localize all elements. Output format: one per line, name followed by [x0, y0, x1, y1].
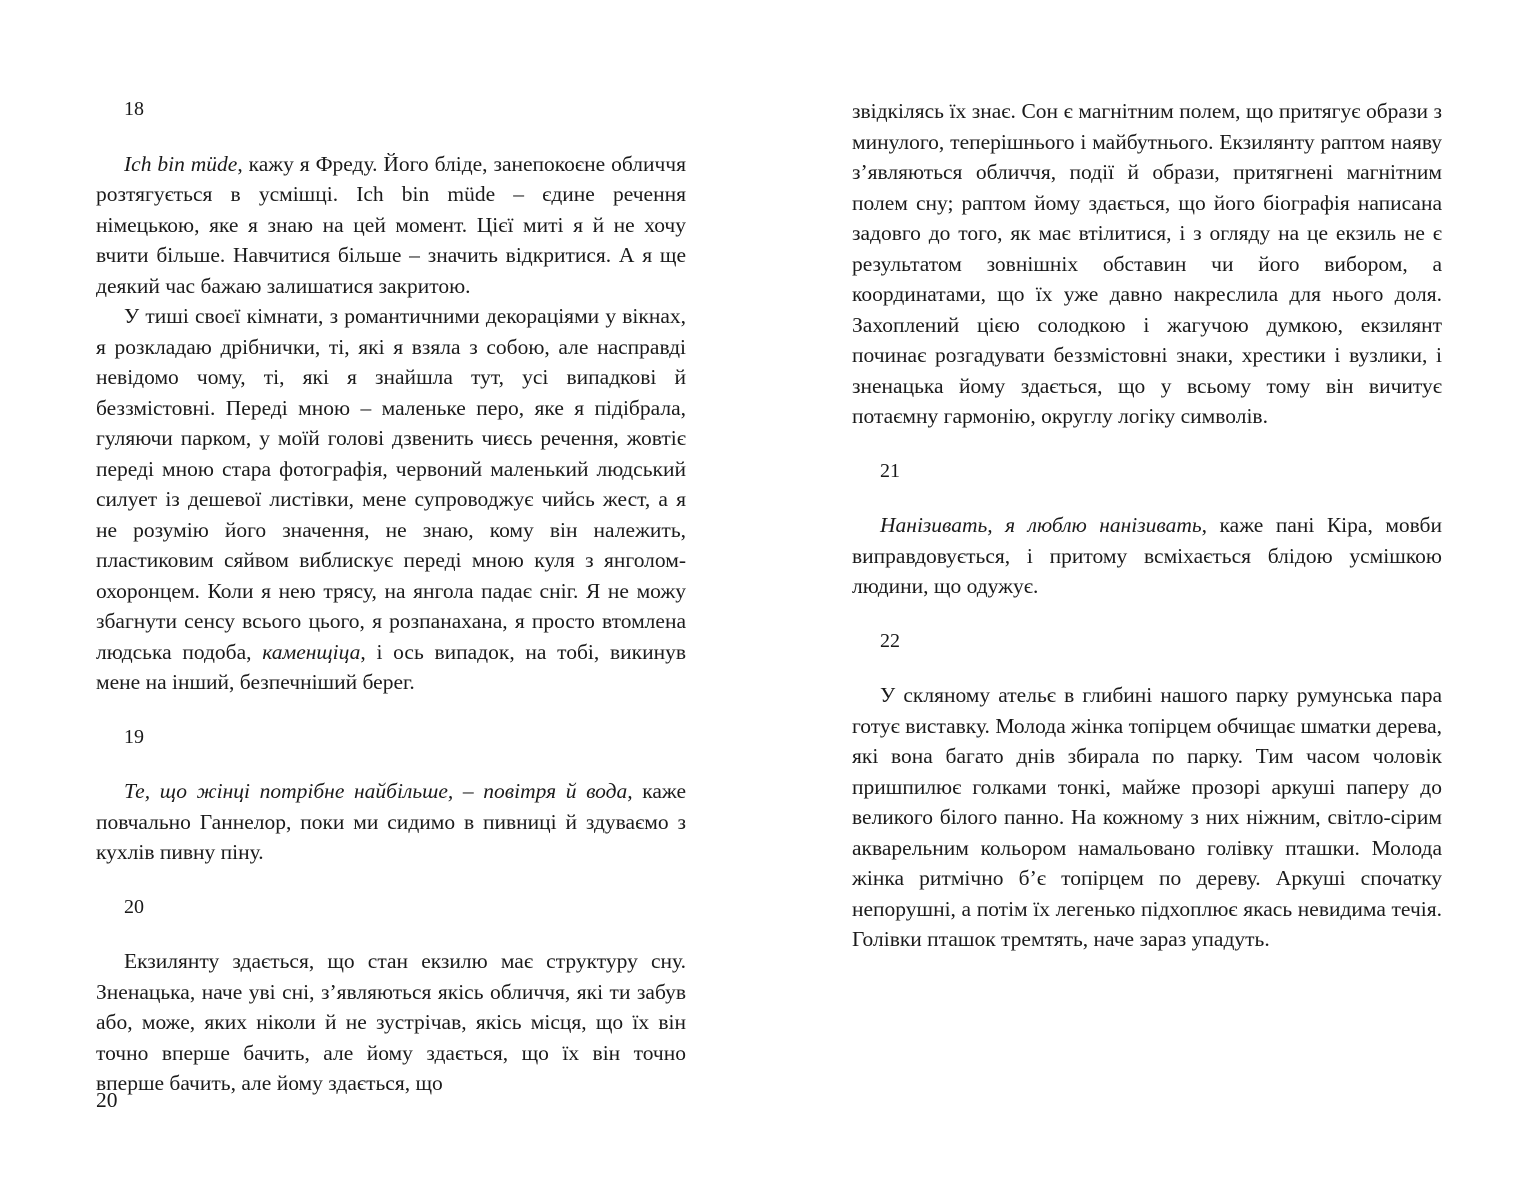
left-text-column — [96, 94, 686, 1123]
text-run: , кажу я Фреду. Його бліде, занепокоєне обличчя розтягується в усмішці. Ich bin müde – єдине речення німецькою, яке я знаю на цей момент. Цієї миті я й не хочу вчити більше. Навчитися більше – значить відкритися. А я ще деякий час бажаю залишатися закритою. — [96, 151, 686, 298]
section-21 — [852, 456, 1442, 602]
section-18 — [96, 94, 686, 698]
page-number: 20 — [96, 1088, 118, 1112]
text-run: каже повчально Ганнелор, поки ми сидимо в пивниці й здуваємо з кухлів пивну піну. — [96, 779, 687, 864]
paragraph — [96, 149, 686, 302]
text-run: У скляному ательє в глибині нашого парку румунська пара готує виставку. Молода жінка топірцем обчищає шматки дерева, які вона багато днів збирала по парку. Тим часом чоловік пришпилює голками тонкі, майже прозорі аркуші паперу до великого білого панно. На кожному з них ніжним, світло-сірим акварельним кольором намальовано голівку пташки. Молода жінка ритмічно б’є топірцем по дереву. Аркуші спочатку непорушні, а потім їх легенько підхоплює якась невидима течія. Голівки пташок тремтять, наче зараз упадуть. — [852, 683, 1442, 951]
italic-phrase: Те, що жінці потрібне найбільше, – повітря й вода, — [124, 779, 633, 803]
section-22 — [852, 626, 1442, 955]
paragraph — [852, 680, 1442, 955]
text-run: , і ось випадок, на тобі, викинув мене на інший, безпечніший берег. — [96, 639, 686, 694]
paragraph: звідкілясь їх знає. Сон є магнітним полем, що притягує образи з минулого, теперішнього і майбутнього. Екзилянту раптом наяву з’являються обличчя, події й образи, притягнені магнітним полем сну; раптом йому здається, що його біографія написана задовго до того, як має втілитися, і з огляду на це екзиль не є результатом зовнішніх обставин чи його вибором, а координатами, що їх уже давно накреслила для нього доля. Захоплений цією солодкою і жагучою думкою, екзилянт починає розгадувати беззмістовні знаки, хрестики і вузлики, і зненацька йому здається, що у всьому тому він вичитує потаємну гармонію, округлу логіку символів. — [852, 99, 1442, 428]
section-number: 18 — [124, 98, 144, 120]
section-20-continued — [852, 96, 1442, 432]
right-text-column — [852, 96, 1442, 979]
paragraph — [96, 776, 686, 868]
section-19 — [96, 722, 686, 868]
paragraph — [96, 946, 686, 1099]
section-number: 19 — [124, 725, 144, 748]
section-number: 21 — [880, 459, 900, 482]
section-number: 22 — [880, 629, 900, 652]
right-page — [768, 0, 1536, 1182]
text-run: Екзилянту здається, що стан екзилю має структуру сну. Зненацька, наче уві сні, з’являються якісь обличчя, які ти забув або, може, яких ніколи й не зустрічав, якісь місця, що їх він точно вперше бачить, але йому здається, що їх він точно вперше бачить, але йому здається, що — [96, 949, 686, 1095]
italic-phrase: каменщіца — [262, 639, 361, 664]
paragraph — [852, 510, 1442, 602]
italic-phrase: Нанізивать, я люблю нанізивать — [880, 513, 1202, 537]
paragraph — [96, 301, 686, 698]
italic-phrase: Ich bin müde — [124, 151, 238, 176]
text-run: , каже пані Кіра, мовби виправдовується, і притому всміхається блідою усмішкою людини, що одужує. — [852, 513, 1442, 598]
section-20 — [96, 892, 686, 1099]
section-number: 20 — [124, 895, 144, 918]
text-run: У тиші своєї кімнати, з романтичними декораціями у вікнах, я розкладаю дрібнички, ті, які я взяла з собою, але насправді невідомо чому, ті, які я знайшла тут, усі випадкові й беззмістовні. Переді мною – маленьке перо, яке я підібрала, гуляючи парком, у моїй голові дзвенить чиєсь речення, жовтіє переді мною стара фотографія, червоний маленький людський силует із дешевої листівки, мене супроводжує чийсь жест, а я не розумію його значення, не знаю, кому він належить, пластиковим сяйвом виблискує переді мною куля з янголом-охоронцем. Коли я нею трясу, на янгола падає сніг. Я не можу збагнути сенсу всього цього, я розпанахана, я просто втомлена людська подоба, — [96, 304, 686, 664]
